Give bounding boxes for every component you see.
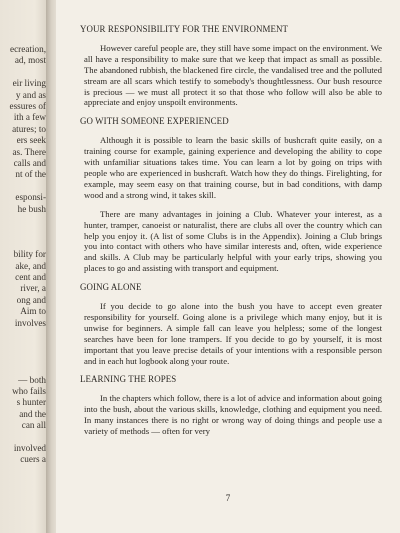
section-heading: GO WITH SOMEONE EXPERIENCED: [80, 116, 229, 127]
left-page-text-fragment: can all: [21, 420, 46, 431]
left-page-text-fragment: cent and: [15, 272, 46, 282]
left-page-text-fragment: nt of the: [15, 169, 46, 180]
left-page-text-fragment: he bush: [17, 203, 46, 214]
left-page-text-fragment: bility for: [13, 249, 46, 260]
left-page-text-fragment: ecreation,: [10, 44, 46, 54]
left-page: [0, 0, 50, 533]
left-page-text-fragment: ad, most: [14, 55, 46, 66]
left-page-text-fragment: y and as: [15, 89, 46, 100]
page-content: [80, 24, 382, 445]
left-page-text-fragment: as. There: [12, 146, 46, 157]
left-page-text-fragment: ake, and: [15, 260, 46, 271]
paragraph: If you decide to go alone into the bush you have to accept even greater responsibility for yourself. Going alone is a privilege which many enjoy, but it is unwise for beginners. A simple fall can leave you helpless; some of the longest searches have been for lone trampers. If you decide to go by yourself, it is most important that you leave precise details of your intentions with a responsible person and in each hut logbook along your route.: [84, 301, 382, 366]
left-page-text-fragment: s hunter: [16, 397, 46, 408]
left-page-text-fragment: who fails: [12, 386, 46, 396]
left-page-text-fragment: cuers a: [20, 454, 46, 465]
left-page-text-fragment: involves: [14, 317, 46, 328]
page-number: 7: [225, 493, 231, 503]
paragraph: However careful people are, they still have some impact on the environment. We all have a responsibility to make sure that we keep that impact as small as possible. The abandoned rubbish, the blackened fire circle, the vandalised tree and the polluted stream are all scars which testify to somebody's thoughtlessness. Our bush resource is precious — we must all protect it so that those who follow will also be able to appreciate and enjoy unspoilt environments.: [84, 42, 382, 108]
left-page-text-fragment: involved: [13, 443, 46, 453]
paragraph: Although it is possible to learn the basic skills of bushcraft quite easily, on a training course for example, gaining experience and developing the ability to cope with unfamiliar situations takes time. You can learn a lot by going on trips with people who are experienced in bushcraft. Watch how they do things. Firelighting, for example, may seem easy on that training course, but in bad conditions, with damp wood and a strong wind, it takes skill.: [84, 135, 382, 200]
section-heading: LEARNING THE ROPES: [80, 374, 177, 385]
left-page-text-fragment: essures of: [9, 101, 46, 111]
left-page-text-fragment: — both: [18, 374, 46, 385]
paragraph: In the chapters which follow, there is a lot of advice and information about going into the bush, about the various skills, knowledge, clothing and equipment you need. In many instances there is no right or wrong way of doing things and people use a variety of methods — often for very: [84, 393, 382, 437]
left-page-text-fragment: atures; to: [12, 123, 46, 134]
section-heading: GOING ALONE: [80, 282, 142, 293]
section-learning-ropes: [80, 374, 382, 437]
section-environment: [80, 24, 382, 108]
left-page-text-fragment: calls and: [13, 158, 46, 168]
left-page-text-fragment: Aim to: [20, 306, 46, 317]
left-page-text-fragment: ong and: [16, 294, 46, 305]
paragraph: There are many advantages in joining a Club. Whatever your interest, as a hunter, tramper, canoeist or naturalist, there are clubs all over the country which can help you enjoy it. (A list of some Clubs is in the Appendix). Joining a Club brings you into contact with others who have similar interests and, often, wide experience and skills. A Club may be particularly helpful with your early trips, showing you places to go and assisting with transport and equipment.: [84, 208, 382, 274]
left-page-text-fragment: esponsi-: [15, 192, 46, 203]
left-page-text-fragment: eir living: [12, 78, 46, 89]
section-heading: YOUR RESPONSIBILITY FOR THE ENVIRONMENT: [80, 24, 289, 34]
left-page-text-fragment: ers seek: [16, 135, 46, 146]
right-page: [56, 0, 400, 533]
left-page-text-fragment: ith a few: [13, 112, 46, 123]
left-page-text-fragment: and the: [19, 408, 46, 419]
section-experienced: [80, 116, 382, 274]
section-going-alone: [80, 282, 382, 366]
left-page-text-fragment: river, a: [20, 283, 46, 294]
